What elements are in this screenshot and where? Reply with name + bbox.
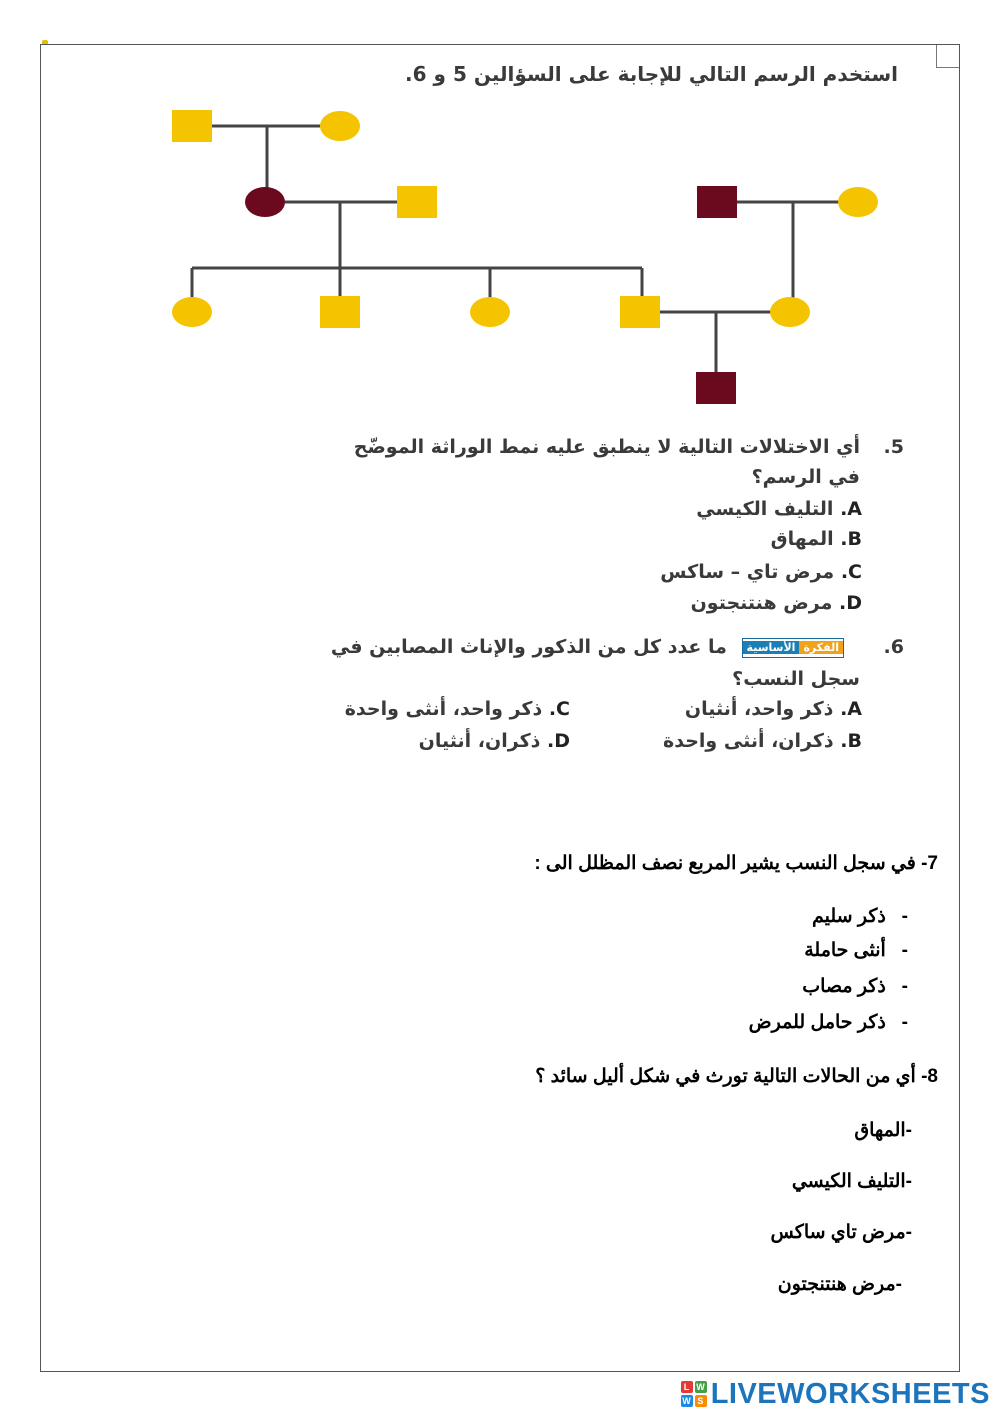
pedigree-male-affected xyxy=(697,186,737,218)
q7-option-1[interactable] xyxy=(812,905,908,928)
liveworksheets-icon: L W W S xyxy=(682,1382,706,1406)
option-text: التليف الكيسي xyxy=(696,498,834,520)
liveworksheets-logo[interactable] xyxy=(681,1378,990,1410)
option-letter: A. xyxy=(840,698,862,720)
page-fold-corner xyxy=(936,45,959,68)
q5-option-d[interactable] xyxy=(691,592,862,614)
q6-option-a[interactable] xyxy=(685,698,862,720)
option-text: مرض تاي – ساكس xyxy=(660,561,835,583)
pedigree-chart xyxy=(160,100,900,410)
pedigree-female-unaffected xyxy=(838,187,878,217)
pedigree-female-unaffected xyxy=(172,297,212,327)
q7-title: 7- في سجل النسب يشير المربع نصف المظلل الى : xyxy=(534,853,938,874)
option-letter: C. xyxy=(840,561,862,583)
q7-option-2[interactable] xyxy=(804,939,908,962)
pedigree-male-affected xyxy=(696,372,736,404)
badge-right: الفكرة xyxy=(799,641,843,654)
option-dash: - xyxy=(885,976,908,997)
q8-option-2[interactable]: -التليف الكيسي xyxy=(791,1171,912,1192)
q8-option-1[interactable]: -المهاق xyxy=(854,1120,912,1141)
main-idea-badge xyxy=(742,638,844,658)
q8-option-4[interactable]: -مرض هنتنجتون xyxy=(777,1274,902,1295)
option-text: ذكر واحد، أنثى واحدة xyxy=(344,698,543,720)
pedigree-male-unaffected xyxy=(320,296,360,328)
option-text: مرض هنتنجتون xyxy=(690,592,833,614)
option-dash: - xyxy=(885,906,908,927)
q7-option-3[interactable] xyxy=(802,975,908,998)
q5-line2: في الرسم؟ xyxy=(751,466,860,488)
q6-line1: ما عدد كل من الذكور والإناث المصابين في xyxy=(330,636,727,658)
q6-option-b[interactable] xyxy=(663,730,862,752)
q6-option-d[interactable] xyxy=(419,730,570,752)
q7-option-4[interactable] xyxy=(749,1011,908,1034)
option-text: ذكر مصاب xyxy=(802,976,886,997)
pedigree-male-unaffected xyxy=(172,110,212,142)
option-letter: D. xyxy=(839,592,862,614)
instruction-text: استخدم الرسم التالي للإجابة على السؤالين 5 و 6. xyxy=(405,62,898,86)
q8-option-3[interactable]: -مرض تاي ساكس xyxy=(770,1222,912,1243)
option-dash: - xyxy=(885,940,908,961)
q5-option-b[interactable] xyxy=(771,528,862,550)
pedigree-lines xyxy=(192,126,858,388)
option-dash: - xyxy=(885,1012,908,1033)
q5-option-a[interactable] xyxy=(696,498,862,520)
pedigree-female-affected xyxy=(245,187,285,217)
pedigree-male-unaffected xyxy=(397,186,437,218)
option-text: ذكر واحد، أنثيان xyxy=(684,698,834,720)
option-letter: A. xyxy=(840,498,862,520)
pedigree-female-unaffected xyxy=(770,297,810,327)
q5-number: 5. xyxy=(883,436,904,458)
option-text: ذكران، أنثى واحدة xyxy=(663,730,834,752)
option-text: ذكران، أنثيان xyxy=(418,730,541,752)
q6-option-c[interactable] xyxy=(345,698,570,720)
q6-number: 6. xyxy=(883,636,904,658)
pedigree-female-unaffected xyxy=(320,111,360,141)
pedigree-male-unaffected xyxy=(620,296,660,328)
option-text: ذكر حامل للمرض xyxy=(748,1012,886,1033)
option-letter: B. xyxy=(840,528,862,550)
q6-line1-row xyxy=(331,636,852,658)
q6-line2: سجل النسب؟ xyxy=(732,668,860,690)
option-letter: D. xyxy=(547,730,570,752)
q5-line1: أي الاختلالات التالية لا ينطبق عليه نمط الوراثة الموضّح xyxy=(353,436,860,458)
badge-left: الأساسية xyxy=(743,641,800,654)
q5-option-c[interactable] xyxy=(660,561,862,583)
pedigree-female-unaffected xyxy=(470,297,510,327)
option-text: أنثى حاملة xyxy=(804,940,886,961)
option-text: المهاق xyxy=(770,528,834,550)
q8-title: 8- أي من الحالات التالية تورث في شكل أليل سائد ؟ xyxy=(535,1066,938,1087)
option-letter: C. xyxy=(548,698,570,720)
option-text: ذكر سليم xyxy=(811,906,886,927)
logo-text: LIVEWORKSHEETS xyxy=(710,1377,990,1410)
option-letter: B. xyxy=(840,730,862,752)
